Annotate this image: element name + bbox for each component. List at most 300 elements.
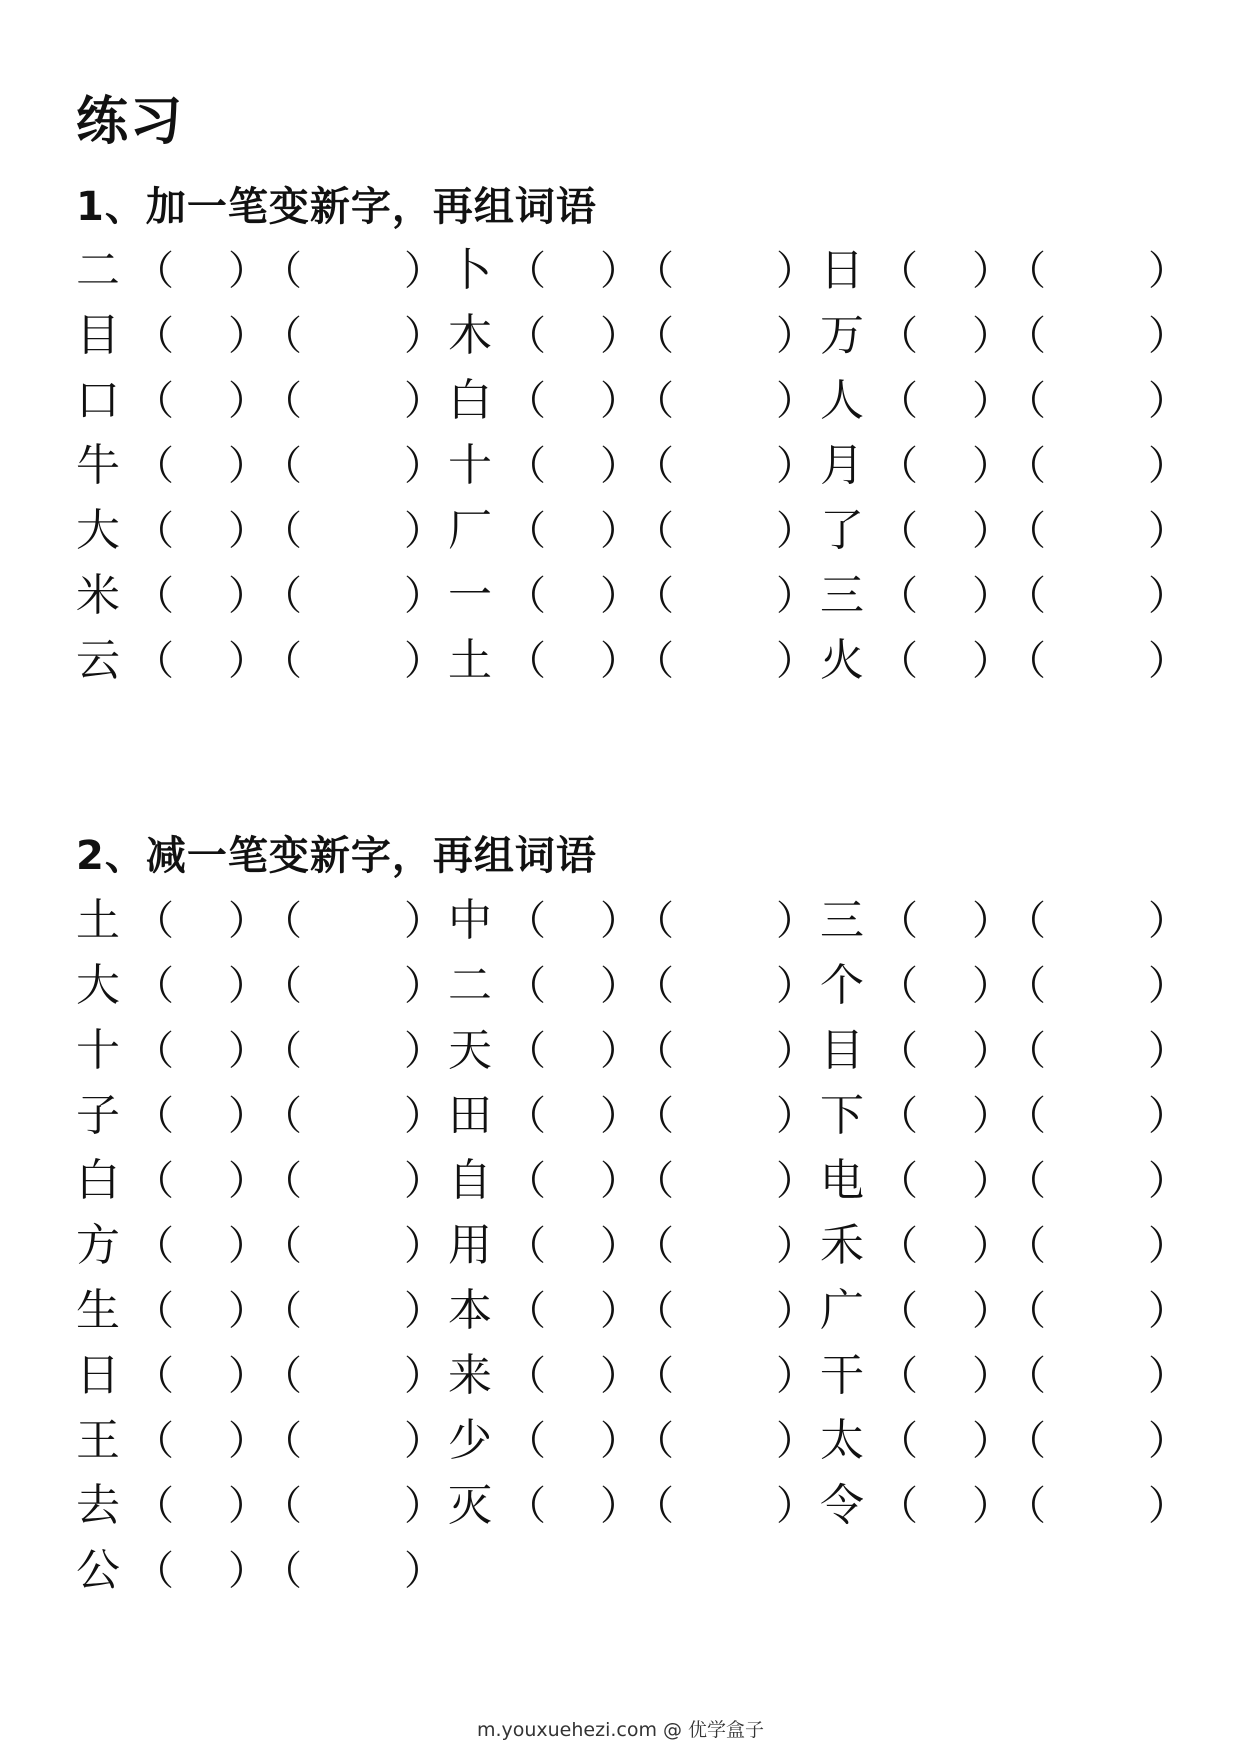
word-blank-close: ） bbox=[404, 508, 444, 554]
exercise-row bbox=[76, 1085, 1186, 1150]
exercise-item bbox=[820, 890, 1192, 955]
new-character-blank-close: ） bbox=[600, 963, 640, 1009]
new-character-blank-open: （ bbox=[506, 1093, 546, 1139]
new-character-blank-open: （ bbox=[134, 1028, 174, 1074]
new-character-blank-close: ） bbox=[600, 508, 640, 554]
word-blank-open: （ bbox=[262, 1418, 302, 1464]
word-blank-open: （ bbox=[1006, 1483, 1046, 1529]
exercise-item bbox=[448, 1215, 820, 1280]
word-blank-close: ） bbox=[1148, 1093, 1188, 1139]
base-character: 厂 bbox=[448, 505, 492, 556]
new-character-blank-open: （ bbox=[878, 1483, 918, 1529]
word-blank-open: （ bbox=[1006, 573, 1046, 619]
base-character: 人 bbox=[820, 375, 864, 426]
new-character-blank-open: （ bbox=[878, 638, 918, 684]
new-character-blank-close: ） bbox=[972, 638, 1012, 684]
base-character: 公 bbox=[76, 1545, 120, 1596]
word-blank-close: ） bbox=[776, 378, 816, 424]
base-character: 了 bbox=[820, 505, 864, 556]
word-blank-open: （ bbox=[634, 248, 674, 294]
word-blank-close: ） bbox=[776, 1223, 816, 1269]
new-character-blank-close: ） bbox=[972, 963, 1012, 1009]
new-character-blank-close: ） bbox=[228, 1418, 268, 1464]
exercise-item bbox=[448, 240, 820, 305]
word-blank-close: ） bbox=[1148, 508, 1188, 554]
exercise-item bbox=[820, 1475, 1192, 1540]
new-character-blank-open: （ bbox=[134, 963, 174, 1009]
base-character: 土 bbox=[76, 895, 120, 946]
exercise-row bbox=[76, 240, 1186, 305]
new-character-blank-close: ） bbox=[972, 378, 1012, 424]
exercise-item bbox=[76, 1410, 448, 1475]
exercise-item bbox=[76, 1020, 448, 1085]
exercise-row bbox=[76, 370, 1186, 435]
word-blank-close: ） bbox=[1148, 313, 1188, 359]
new-character-blank-close: ） bbox=[600, 1288, 640, 1334]
exercise-item bbox=[820, 1410, 1192, 1475]
word-blank-open: （ bbox=[634, 638, 674, 684]
word-blank-open: （ bbox=[1006, 443, 1046, 489]
word-blank-close: ） bbox=[404, 963, 444, 1009]
new-character-blank-open: （ bbox=[134, 1288, 174, 1334]
new-character-blank-open: （ bbox=[506, 313, 546, 359]
word-blank-open: （ bbox=[634, 1028, 674, 1074]
exercise-row bbox=[76, 500, 1186, 565]
word-blank-open: （ bbox=[262, 378, 302, 424]
new-character-blank-close: ） bbox=[600, 1483, 640, 1529]
exercise-row bbox=[76, 1345, 1186, 1410]
base-character: 二 bbox=[448, 960, 492, 1011]
word-blank-open: （ bbox=[634, 313, 674, 359]
new-character-blank-close: ） bbox=[972, 1353, 1012, 1399]
page-title: 练习 bbox=[76, 92, 185, 152]
new-character-blank-close: ） bbox=[228, 1288, 268, 1334]
new-character-blank-open: （ bbox=[134, 443, 174, 489]
base-character: 目 bbox=[76, 310, 120, 361]
base-character: 令 bbox=[820, 1480, 864, 1531]
base-character: 土 bbox=[448, 635, 492, 686]
new-character-blank-close: ） bbox=[228, 1028, 268, 1074]
exercise-item bbox=[820, 1020, 1192, 1085]
new-character-blank-close: ） bbox=[228, 963, 268, 1009]
exercise-row bbox=[76, 1215, 1186, 1280]
exercise-item bbox=[820, 1085, 1192, 1150]
exercise-item bbox=[448, 1345, 820, 1410]
word-blank-close: ） bbox=[404, 248, 444, 294]
exercise-item bbox=[448, 1280, 820, 1345]
exercise-row bbox=[76, 1150, 1186, 1215]
new-character-blank-open: （ bbox=[506, 1223, 546, 1269]
exercise-item bbox=[448, 955, 820, 1020]
exercise-row bbox=[76, 1410, 1186, 1475]
new-character-blank-open: （ bbox=[134, 1418, 174, 1464]
word-blank-open: （ bbox=[262, 1223, 302, 1269]
word-blank-close: ） bbox=[404, 1288, 444, 1334]
word-blank-open: （ bbox=[1006, 1028, 1046, 1074]
new-character-blank-close: ） bbox=[972, 313, 1012, 359]
new-character-blank-open: （ bbox=[134, 638, 174, 684]
new-character-blank-close: ） bbox=[228, 898, 268, 944]
exercise-row bbox=[76, 1280, 1186, 1345]
new-character-blank-close: ） bbox=[972, 1093, 1012, 1139]
new-character-blank-close: ） bbox=[228, 248, 268, 294]
word-blank-open: （ bbox=[262, 508, 302, 554]
new-character-blank-close: ） bbox=[972, 1028, 1012, 1074]
word-blank-close: ） bbox=[404, 1158, 444, 1204]
word-blank-open: （ bbox=[262, 963, 302, 1009]
new-character-blank-close: ） bbox=[972, 1288, 1012, 1334]
new-character-blank-open: （ bbox=[134, 313, 174, 359]
word-blank-open: （ bbox=[1006, 248, 1046, 294]
word-blank-open: （ bbox=[1006, 1158, 1046, 1204]
new-character-blank-close: ） bbox=[228, 1548, 268, 1594]
new-character-blank-open: （ bbox=[134, 1548, 174, 1594]
exercise-item bbox=[448, 435, 820, 500]
new-character-blank-open: （ bbox=[134, 378, 174, 424]
word-blank-open: （ bbox=[634, 963, 674, 1009]
new-character-blank-open: （ bbox=[878, 963, 918, 1009]
word-blank-open: （ bbox=[1006, 1288, 1046, 1334]
word-blank-close: ） bbox=[776, 638, 816, 684]
new-character-blank-close: ） bbox=[228, 1353, 268, 1399]
word-blank-close: ） bbox=[776, 1093, 816, 1139]
new-character-blank-close: ） bbox=[972, 1223, 1012, 1269]
new-character-blank-open: （ bbox=[506, 638, 546, 684]
word-blank-close: ） bbox=[404, 1028, 444, 1074]
base-character: 太 bbox=[820, 1415, 864, 1466]
base-character: 广 bbox=[820, 1285, 864, 1336]
word-blank-close: ） bbox=[1148, 898, 1188, 944]
new-character-blank-close: ） bbox=[600, 313, 640, 359]
exercise-row bbox=[76, 1540, 1186, 1605]
exercise-item bbox=[448, 890, 820, 955]
new-character-blank-close: ） bbox=[600, 378, 640, 424]
word-blank-close: ） bbox=[404, 378, 444, 424]
new-character-blank-close: ） bbox=[972, 248, 1012, 294]
word-blank-open: （ bbox=[634, 378, 674, 424]
word-blank-close: ） bbox=[404, 1548, 444, 1594]
new-character-blank-open: （ bbox=[878, 1093, 918, 1139]
word-blank-open: （ bbox=[1006, 378, 1046, 424]
exercise-item bbox=[76, 1280, 448, 1345]
word-blank-close: ） bbox=[776, 898, 816, 944]
base-character: 大 bbox=[76, 505, 120, 556]
word-blank-close: ） bbox=[1148, 573, 1188, 619]
new-character-blank-open: （ bbox=[878, 1223, 918, 1269]
base-character: 生 bbox=[76, 1285, 120, 1336]
exercise-item bbox=[76, 1085, 448, 1150]
new-character-blank-open: （ bbox=[506, 1483, 546, 1529]
new-character-blank-open: （ bbox=[878, 1288, 918, 1334]
base-character: 子 bbox=[76, 1090, 120, 1141]
base-character: 口 bbox=[76, 375, 120, 426]
base-character: 十 bbox=[448, 440, 492, 491]
new-character-blank-close: ） bbox=[972, 898, 1012, 944]
exercise-row bbox=[76, 565, 1186, 630]
base-character: 十 bbox=[76, 1025, 120, 1076]
exercise-item bbox=[76, 955, 448, 1020]
exercise-item bbox=[76, 435, 448, 500]
base-character: 自 bbox=[448, 1155, 492, 1206]
new-character-blank-close: ） bbox=[228, 1223, 268, 1269]
word-blank-open: （ bbox=[262, 1548, 302, 1594]
new-character-blank-open: （ bbox=[134, 1353, 174, 1399]
exercise-item bbox=[76, 240, 448, 305]
exercise-item bbox=[820, 565, 1192, 630]
base-character: 用 bbox=[448, 1220, 492, 1271]
new-character-blank-close: ） bbox=[228, 638, 268, 684]
word-blank-open: （ bbox=[262, 898, 302, 944]
exercise-item bbox=[820, 435, 1192, 500]
word-blank-open: （ bbox=[634, 508, 674, 554]
word-blank-open: （ bbox=[634, 443, 674, 489]
word-blank-close: ） bbox=[1148, 1483, 1188, 1529]
exercise-item bbox=[448, 370, 820, 435]
exercise-row bbox=[76, 1020, 1186, 1085]
base-character: 灭 bbox=[448, 1480, 492, 1531]
new-character-blank-close: ） bbox=[228, 1093, 268, 1139]
word-blank-open: （ bbox=[1006, 1353, 1046, 1399]
base-character: 禾 bbox=[820, 1220, 864, 1271]
word-blank-open: （ bbox=[634, 1483, 674, 1529]
exercise-item bbox=[448, 1475, 820, 1540]
base-character: 一 bbox=[448, 570, 492, 621]
word-blank-close: ） bbox=[776, 1288, 816, 1334]
exercise-item bbox=[76, 1475, 448, 1540]
exercise-row bbox=[76, 955, 1186, 1020]
word-blank-close: ） bbox=[1148, 963, 1188, 1009]
new-character-blank-open: （ bbox=[878, 1158, 918, 1204]
word-blank-close: ） bbox=[1148, 248, 1188, 294]
new-character-blank-open: （ bbox=[506, 573, 546, 619]
base-character: 中 bbox=[448, 895, 492, 946]
exercise-item bbox=[448, 1410, 820, 1475]
word-blank-close: ） bbox=[1148, 1353, 1188, 1399]
new-character-blank-open: （ bbox=[878, 1418, 918, 1464]
word-blank-close: ） bbox=[404, 898, 444, 944]
exercise-item bbox=[820, 305, 1192, 370]
base-character: 火 bbox=[820, 635, 864, 686]
word-blank-open: （ bbox=[1006, 1093, 1046, 1139]
exercise-item bbox=[820, 370, 1192, 435]
word-blank-close: ） bbox=[1148, 1288, 1188, 1334]
base-character: 天 bbox=[448, 1025, 492, 1076]
word-blank-open: （ bbox=[262, 1093, 302, 1139]
new-character-blank-close: ） bbox=[972, 508, 1012, 554]
exercise-item bbox=[820, 240, 1192, 305]
word-blank-open: （ bbox=[634, 1418, 674, 1464]
new-character-blank-close: ） bbox=[600, 443, 640, 489]
word-blank-open: （ bbox=[634, 1288, 674, 1334]
base-character: 日 bbox=[820, 245, 864, 296]
base-character: 云 bbox=[76, 635, 120, 686]
new-character-blank-close: ） bbox=[228, 1483, 268, 1529]
word-blank-open: （ bbox=[1006, 1418, 1046, 1464]
base-character: 方 bbox=[76, 1220, 120, 1271]
base-character: 王 bbox=[76, 1415, 120, 1466]
new-character-blank-open: （ bbox=[878, 508, 918, 554]
exercise-item bbox=[448, 1085, 820, 1150]
new-character-blank-open: （ bbox=[134, 508, 174, 554]
word-blank-close: ） bbox=[776, 1158, 816, 1204]
base-character: 米 bbox=[76, 570, 120, 621]
new-character-blank-open: （ bbox=[134, 898, 174, 944]
word-blank-close: ） bbox=[776, 248, 816, 294]
base-character: 三 bbox=[820, 570, 864, 621]
new-character-blank-close: ） bbox=[600, 638, 640, 684]
word-blank-close: ） bbox=[404, 573, 444, 619]
new-character-blank-close: ） bbox=[600, 1093, 640, 1139]
word-blank-open: （ bbox=[262, 1353, 302, 1399]
new-character-blank-open: （ bbox=[134, 1223, 174, 1269]
new-character-blank-close: ） bbox=[228, 508, 268, 554]
exercise-row bbox=[76, 630, 1186, 695]
exercise-item bbox=[820, 955, 1192, 1020]
new-character-blank-open: （ bbox=[506, 1353, 546, 1399]
new-character-blank-open: （ bbox=[878, 443, 918, 489]
exercise-item bbox=[76, 890, 448, 955]
exercise-item bbox=[820, 1215, 1192, 1280]
exercise-item bbox=[820, 1345, 1192, 1410]
new-character-blank-open: （ bbox=[134, 248, 174, 294]
new-character-blank-close: ） bbox=[600, 1353, 640, 1399]
new-character-blank-close: ） bbox=[228, 573, 268, 619]
word-blank-close: ） bbox=[776, 1483, 816, 1529]
word-blank-open: （ bbox=[634, 1093, 674, 1139]
new-character-blank-close: ） bbox=[600, 1028, 640, 1074]
section-2-exercise-list bbox=[76, 890, 1186, 1605]
new-character-blank-close: ） bbox=[600, 573, 640, 619]
base-character: 大 bbox=[76, 960, 120, 1011]
base-character: 白 bbox=[76, 1155, 120, 1206]
exercise-item bbox=[76, 305, 448, 370]
word-blank-open: （ bbox=[1006, 638, 1046, 684]
word-blank-open: （ bbox=[634, 898, 674, 944]
new-character-blank-open: （ bbox=[134, 573, 174, 619]
base-character: 个 bbox=[820, 960, 864, 1011]
word-blank-close: ） bbox=[404, 638, 444, 684]
word-blank-close: ） bbox=[404, 313, 444, 359]
exercise-item bbox=[76, 1215, 448, 1280]
exercise-item bbox=[76, 630, 448, 695]
section-2-heading: 2、减一笔变新字，再组词语 bbox=[76, 833, 597, 879]
exercise-item bbox=[76, 565, 448, 630]
new-character-blank-open: （ bbox=[506, 1028, 546, 1074]
base-character: 少 bbox=[448, 1415, 492, 1466]
base-character: 卜 bbox=[448, 245, 492, 296]
exercise-row bbox=[76, 1475, 1186, 1540]
word-blank-open: （ bbox=[1006, 898, 1046, 944]
word-blank-close: ） bbox=[776, 963, 816, 1009]
footer-watermark: m.youxuehezi.com @ 优学盒子 bbox=[476, 1719, 765, 1741]
exercise-item bbox=[76, 500, 448, 565]
word-blank-open: （ bbox=[1006, 313, 1046, 359]
new-character-blank-open: （ bbox=[506, 1158, 546, 1204]
base-character: 本 bbox=[448, 1285, 492, 1336]
new-character-blank-close: ） bbox=[228, 1158, 268, 1204]
new-character-blank-close: ） bbox=[972, 1158, 1012, 1204]
word-blank-open: （ bbox=[262, 313, 302, 359]
word-blank-close: ） bbox=[1148, 1223, 1188, 1269]
new-character-blank-open: （ bbox=[506, 963, 546, 1009]
new-character-blank-close: ） bbox=[600, 1223, 640, 1269]
word-blank-open: （ bbox=[262, 573, 302, 619]
exercise-item bbox=[76, 370, 448, 435]
word-blank-close: ） bbox=[404, 1223, 444, 1269]
base-character: 去 bbox=[76, 1480, 120, 1531]
new-character-blank-open: （ bbox=[506, 443, 546, 489]
new-character-blank-close: ） bbox=[600, 898, 640, 944]
base-character: 三 bbox=[820, 895, 864, 946]
exercise-row bbox=[76, 305, 1186, 370]
word-blank-close: ） bbox=[776, 313, 816, 359]
new-character-blank-close: ） bbox=[972, 573, 1012, 619]
exercise-item bbox=[448, 500, 820, 565]
new-character-blank-open: （ bbox=[878, 248, 918, 294]
base-character: 电 bbox=[820, 1155, 864, 1206]
word-blank-close: ） bbox=[776, 1353, 816, 1399]
word-blank-open: （ bbox=[262, 1158, 302, 1204]
word-blank-close: ） bbox=[404, 1418, 444, 1464]
exercise-item bbox=[448, 305, 820, 370]
new-character-blank-open: （ bbox=[506, 898, 546, 944]
word-blank-close: ） bbox=[404, 1483, 444, 1529]
word-blank-open: （ bbox=[634, 573, 674, 619]
new-character-blank-open: （ bbox=[878, 898, 918, 944]
word-blank-close: ） bbox=[1148, 638, 1188, 684]
new-character-blank-open: （ bbox=[506, 508, 546, 554]
exercise-item bbox=[76, 1150, 448, 1215]
word-blank-open: （ bbox=[1006, 1223, 1046, 1269]
word-blank-open: （ bbox=[1006, 963, 1046, 1009]
word-blank-close: ） bbox=[404, 1353, 444, 1399]
new-character-blank-close: ） bbox=[228, 378, 268, 424]
base-character: 田 bbox=[448, 1090, 492, 1141]
base-character: 目 bbox=[820, 1025, 864, 1076]
base-character: 干 bbox=[820, 1350, 864, 1401]
base-character: 月 bbox=[820, 440, 864, 491]
word-blank-close: ） bbox=[776, 573, 816, 619]
exercise-item bbox=[448, 565, 820, 630]
word-blank-close: ） bbox=[776, 508, 816, 554]
base-character: 来 bbox=[448, 1350, 492, 1401]
base-character: 白 bbox=[448, 375, 492, 426]
new-character-blank-close: ） bbox=[228, 443, 268, 489]
word-blank-close: ） bbox=[1148, 378, 1188, 424]
base-character: 万 bbox=[820, 310, 864, 361]
word-blank-open: （ bbox=[262, 1288, 302, 1334]
section-1-heading: 1、加一笔变新字，再组词语 bbox=[76, 184, 597, 230]
new-character-blank-open: （ bbox=[878, 1028, 918, 1074]
new-character-blank-open: （ bbox=[506, 378, 546, 424]
exercise-item bbox=[820, 1150, 1192, 1215]
exercise-item bbox=[820, 630, 1192, 695]
word-blank-open: （ bbox=[262, 248, 302, 294]
word-blank-close: ） bbox=[776, 1028, 816, 1074]
word-blank-open: （ bbox=[262, 1483, 302, 1529]
word-blank-open: （ bbox=[262, 1028, 302, 1074]
new-character-blank-close: ） bbox=[600, 1158, 640, 1204]
exercise-item bbox=[820, 1280, 1192, 1345]
exercise-item bbox=[448, 630, 820, 695]
new-character-blank-open: （ bbox=[506, 248, 546, 294]
word-blank-close: ） bbox=[776, 1418, 816, 1464]
word-blank-close: ） bbox=[1148, 1418, 1188, 1464]
word-blank-close: ） bbox=[404, 1093, 444, 1139]
new-character-blank-open: （ bbox=[878, 573, 918, 619]
new-character-blank-close: ） bbox=[972, 1418, 1012, 1464]
new-character-blank-open: （ bbox=[878, 1353, 918, 1399]
